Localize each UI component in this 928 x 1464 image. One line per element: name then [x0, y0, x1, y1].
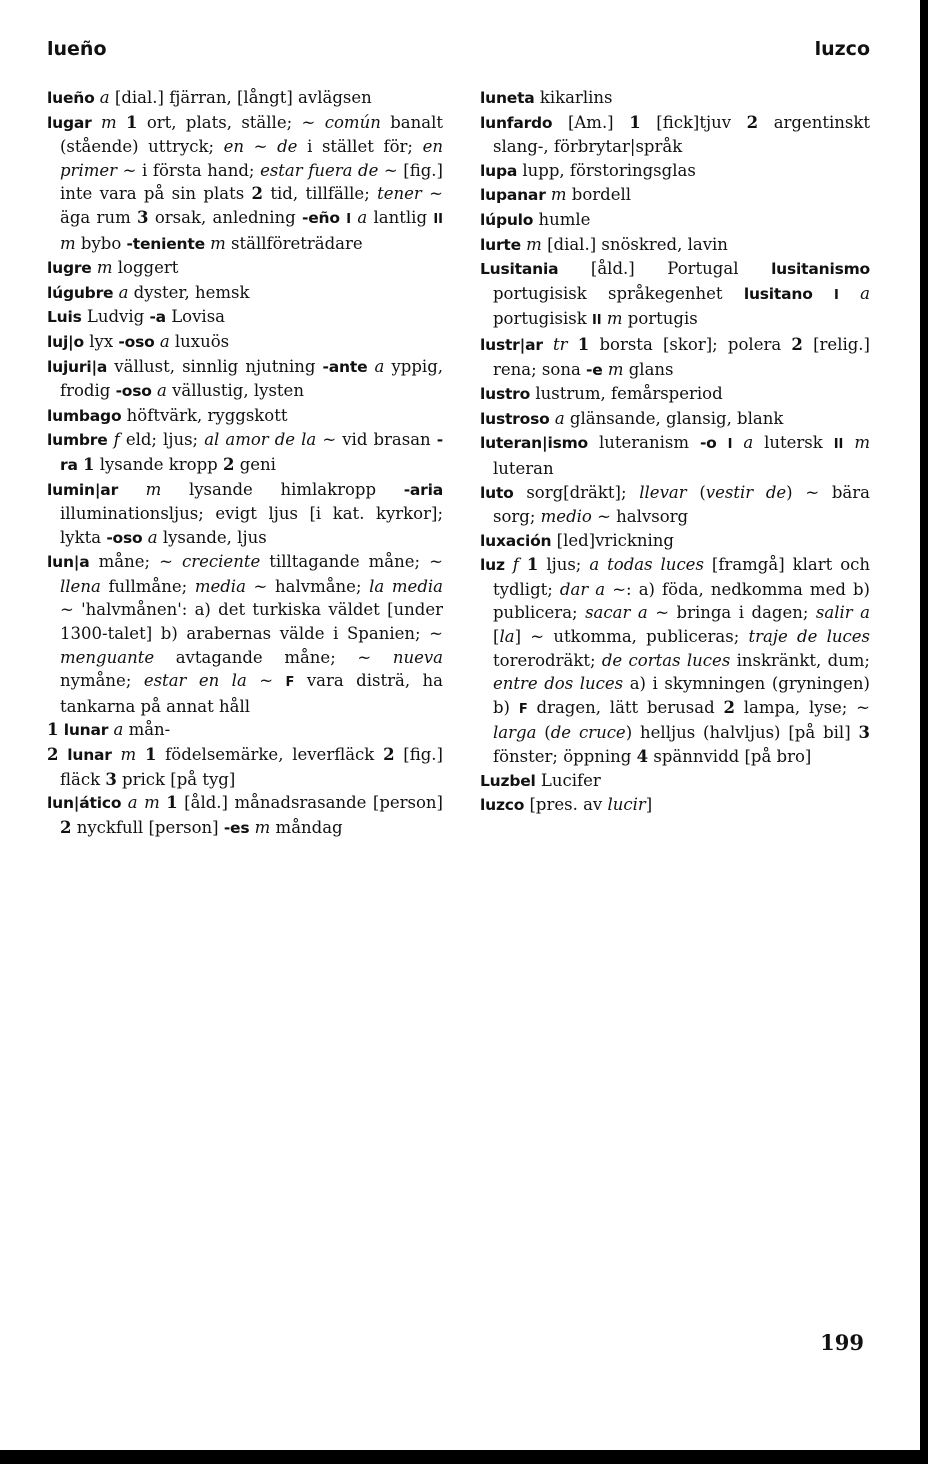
- headword: luto: [480, 483, 514, 502]
- definition-text: lupp, förstoringsglas: [517, 160, 696, 180]
- italic-text: a: [113, 720, 124, 740]
- sense-number: 2: [746, 112, 759, 132]
- definition-text: spännvidd [på bro]: [648, 747, 812, 767]
- definition-text: ställföreträdare: [225, 233, 363, 253]
- headword: -eño: [302, 208, 340, 227]
- italic-text: nueva: [392, 647, 443, 667]
- label-marker: I: [727, 437, 733, 453]
- definition-text: [112, 745, 121, 764]
- definition-text: portugisisk: [493, 309, 592, 329]
- definition-text: ~: a) föda, nedkomma med b) publicera;: [493, 579, 870, 623]
- sense-number: 2: [47, 745, 59, 765]
- italic-text: a: [159, 331, 170, 351]
- sense-number: 1: [125, 112, 138, 132]
- italic-text: de cruce: [550, 723, 626, 743]
- definition-text: torerodräkt;: [493, 650, 602, 670]
- definition-text: ~: [244, 137, 278, 157]
- italic-text: estar en la: [143, 671, 247, 691]
- definition-text: [732, 433, 743, 452]
- definition-text: fullmåne;: [100, 576, 195, 596]
- italic-text: a m: [127, 793, 160, 813]
- headword: luzco: [480, 796, 525, 815]
- italic-text: en: [223, 137, 245, 157]
- definition-text: ort, plats, ställe; ~: [137, 112, 325, 132]
- headword: -oso: [106, 528, 143, 547]
- headword: lumin|ar: [47, 480, 119, 499]
- definition-text: [led]vrickning: [551, 530, 674, 550]
- definition-text: nymåne;: [60, 671, 144, 691]
- dictionary-entry: [47, 281, 443, 306]
- definition-text: luteran: [493, 458, 554, 478]
- definition-text: (: [536, 723, 551, 743]
- definition-text: mån-: [123, 720, 171, 740]
- definition-text: [dial.] fjärran, [långt] avlägsen: [109, 88, 372, 107]
- definition-text: borsta [skor]; polera: [589, 334, 792, 354]
- headword: lun|a: [47, 553, 90, 572]
- italic-text: vestir de: [705, 482, 787, 502]
- definition-text: ~ halvmåne;: [245, 576, 370, 596]
- sense-number: 2: [251, 184, 264, 204]
- italic-text: a: [374, 356, 385, 376]
- headword: lugar: [47, 113, 92, 132]
- page-number: 199: [820, 1330, 864, 1355]
- italic-text: al amor de la: [204, 430, 317, 450]
- italic-text: medio: [540, 507, 592, 527]
- italic-text: a: [147, 527, 158, 547]
- definition-text: [839, 284, 860, 303]
- sense-number: 2: [723, 697, 735, 717]
- sense-number: 3: [858, 723, 870, 743]
- definition-text: [relig.] rena; sona: [493, 334, 870, 379]
- dictionary-entry: [47, 404, 443, 429]
- dictionary-entry: [480, 553, 870, 768]
- definition-text: måndag: [270, 817, 343, 837]
- headword: Luis: [47, 308, 82, 327]
- italic-text: en primer: [60, 137, 443, 180]
- definition-text: inskränkt, dum;: [730, 650, 870, 670]
- definition-text: bordell: [566, 185, 632, 205]
- definition-text: geni: [234, 454, 276, 474]
- italic-text: de cortas luces: [601, 650, 731, 670]
- sense-number: 4: [636, 747, 649, 767]
- definition-text: lysande kropp: [94, 454, 223, 474]
- headword: -aria: [403, 480, 443, 499]
- headword: lunfardo: [480, 113, 553, 132]
- dictionary-entry: [47, 256, 443, 281]
- dictionary-entry: [480, 333, 870, 382]
- definition-text: [åld.] Portugal: [558, 259, 772, 279]
- italic-text: m: [254, 817, 271, 837]
- label-marker: F: [518, 701, 528, 717]
- headword: -es: [223, 818, 250, 837]
- definition-text: portugis: [622, 309, 698, 329]
- definition-text: [92, 113, 101, 132]
- label-marker: I: [834, 287, 839, 303]
- definition-text: portugisisk språkegenhet: [493, 283, 744, 303]
- definition-text: [568, 335, 578, 354]
- definition-text: i stället för;: [297, 137, 423, 157]
- definition-text: Ludvig: [81, 307, 150, 327]
- definition-text: [fick]tjuv: [640, 112, 747, 132]
- sense-number: 1: [629, 112, 641, 132]
- sense-number: 2: [383, 745, 395, 765]
- definition-text: vällust, sinnlig njutning: [107, 356, 323, 376]
- definition-text: ljus;: [538, 555, 590, 575]
- italic-text: m: [120, 745, 137, 765]
- italic-text: a: [357, 207, 368, 227]
- definition-text: [58, 745, 67, 764]
- label-marker: F: [285, 675, 295, 691]
- sense-number: 2: [223, 454, 235, 474]
- definition-text: argentinskt slang-, förbrytar|språk: [493, 112, 871, 157]
- definition-text: tilltagande måne; ~: [260, 552, 443, 572]
- dictionary-entry: [47, 743, 443, 791]
- definition-text: [åld.] månadsrasande [person]: [177, 793, 443, 813]
- italic-text: m: [100, 112, 117, 132]
- italic-text: a: [743, 433, 754, 453]
- dictionary-entry: [480, 481, 870, 529]
- headword: -a: [149, 308, 166, 327]
- headword: -e: [586, 360, 603, 379]
- definition-text: banalt (stående) uttryck;: [60, 112, 443, 157]
- definition-text: ~ halvsorg: [591, 507, 689, 527]
- definition-text: [118, 480, 146, 499]
- dictionary-entry: [47, 791, 443, 840]
- italic-text: creciente: [182, 552, 261, 572]
- dictionary-entry: [480, 769, 870, 794]
- italic-text: m: [96, 258, 113, 278]
- headword: lunar: [67, 746, 112, 765]
- headword: lumbago: [47, 406, 122, 425]
- definition-text: nyckfull [person]: [71, 817, 224, 837]
- definition-text: [843, 433, 854, 452]
- dictionary-entry: [480, 382, 870, 407]
- italic-text: llena: [60, 576, 101, 596]
- definition-text: bybo: [75, 233, 127, 253]
- italic-text: larga: [493, 723, 537, 743]
- definition-text: humle: [533, 209, 591, 229]
- italic-text: traje de luces: [748, 627, 870, 647]
- headword: lupa: [480, 161, 518, 180]
- definition-text: eld; ljus;: [119, 430, 205, 450]
- left-column: [47, 86, 443, 840]
- dictionary-entry: [47, 718, 443, 743]
- definition-text: [505, 555, 513, 574]
- definition-text: glans: [623, 359, 674, 379]
- headword: lúgubre: [47, 283, 114, 302]
- italic-text: a: [554, 408, 565, 428]
- dictionary-entry: [47, 478, 443, 551]
- italic-text: la: [499, 627, 515, 647]
- italic-text: m: [60, 233, 76, 253]
- definition-text: orsak, anledning: [148, 207, 303, 227]
- dictionary-entry: [47, 111, 443, 257]
- headword: luxación: [480, 531, 552, 550]
- headword: luz: [480, 556, 505, 575]
- italic-text: a todas luces: [589, 555, 704, 575]
- dictionary-entry: [480, 111, 870, 159]
- headword: lustro: [480, 385, 531, 404]
- definition-text: fönster; öppning: [493, 747, 637, 767]
- header-first-word: lueño: [47, 38, 107, 60]
- headword: luneta: [480, 89, 535, 107]
- definition-text: [543, 335, 553, 354]
- italic-text: dar a: [559, 579, 606, 599]
- dictionary-entry: [480, 86, 870, 111]
- definition-text: luxuös: [169, 331, 230, 351]
- headword: -o: [699, 434, 717, 453]
- dictionary-entry: [47, 550, 443, 718]
- dictionary-entry: [480, 529, 870, 554]
- italic-text: f: [512, 555, 519, 575]
- italic-text: tener: [377, 184, 422, 204]
- definition-text: [519, 555, 527, 574]
- definition-text: prick [på tyg]: [116, 769, 236, 789]
- label-marker: II: [591, 313, 602, 329]
- dictionary-entry: [480, 793, 870, 818]
- definition-text: [: [493, 627, 500, 647]
- dictionary-entry: [480, 407, 870, 432]
- headword: Luzbel: [480, 771, 536, 790]
- italic-text: m: [526, 234, 542, 254]
- italic-text: común: [324, 112, 381, 132]
- sense-number: 1: [526, 555, 539, 575]
- definition-text: måne; ~: [89, 552, 183, 572]
- definition-text: Lovisa: [165, 307, 225, 327]
- definition-text: ~ bringa i dagen;: [647, 603, 816, 623]
- italic-text: f: [113, 430, 120, 450]
- definition-text: [117, 113, 126, 132]
- italic-text: m: [210, 233, 226, 253]
- definition-text: dyster, hemsk: [128, 282, 250, 302]
- headword: lúpulo: [480, 210, 534, 229]
- headword: lujuri|a: [47, 357, 108, 376]
- definition-text: ~ i första hand;: [117, 160, 261, 180]
- italic-text: a: [99, 88, 110, 107]
- italic-text: m: [854, 433, 870, 453]
- headword: lugre: [47, 259, 92, 278]
- headword: lumbre: [47, 431, 108, 450]
- label-marker: I: [346, 211, 352, 227]
- dictionary-entry: [47, 355, 443, 404]
- definition-text: sorg[dräkt];: [513, 482, 640, 502]
- dictionary-entry: [47, 86, 443, 111]
- sense-number: 1: [166, 793, 178, 813]
- dictionary-entry: [480, 208, 870, 233]
- definition-text: höftvärk, ryggskott: [121, 405, 288, 425]
- sense-number: 1: [577, 334, 590, 354]
- definition-text: lysande, ljus: [157, 527, 267, 547]
- italic-text: tr: [553, 334, 568, 354]
- definition-text: kikarlins: [534, 88, 613, 107]
- italic-text: entre dos luces: [493, 674, 624, 694]
- definition-text: ~ vid brasan: [316, 430, 437, 450]
- headword: -teniente: [126, 234, 205, 253]
- definition-text: luteranism: [588, 433, 700, 453]
- right-column: [480, 86, 870, 818]
- sense-number: 1: [144, 745, 157, 765]
- headword: lustr|ar: [480, 335, 543, 354]
- headword: lupanar: [480, 186, 546, 205]
- definition-text: illuminationsljus; evigt ljus [i kat. kyrkor]; lykta: [60, 504, 443, 547]
- dictionary-entry: [47, 428, 443, 477]
- italic-text: m: [607, 359, 624, 379]
- label-marker: II: [833, 437, 844, 453]
- italic-text: de: [277, 137, 298, 157]
- definition-text: Lucifer: [535, 770, 601, 790]
- definition-text: [367, 357, 374, 376]
- dictionary-entry: [47, 330, 443, 355]
- definition-text: lustrum, femårsperiod: [530, 384, 723, 404]
- italic-text: lucir: [607, 795, 646, 815]
- definition-text: vara disträ, ha tankarna på annat håll: [60, 671, 443, 716]
- definition-text: [fig.] fläck: [60, 745, 443, 789]
- headword: lusitano: [743, 284, 813, 303]
- sense-number: 3: [137, 207, 149, 227]
- italic-text: a: [157, 381, 167, 401]
- italic-text: m: [145, 479, 162, 499]
- definition-text: lutersk: [753, 433, 834, 453]
- dictionary-entry: [480, 233, 870, 258]
- definition-text: ) helljus (halvljus) [på bil]: [625, 723, 859, 743]
- headword: lusitanismo: [771, 260, 870, 279]
- headword: luj|o: [47, 332, 84, 351]
- definition-text: ~ äga rum: [60, 184, 444, 227]
- definition-text: ~: [246, 671, 286, 691]
- headword: Lusitania: [480, 260, 559, 279]
- dictionary-entry: [47, 305, 443, 330]
- definition-text: (: [686, 482, 706, 502]
- italic-text: salir a: [815, 603, 870, 623]
- definition-text: yppig, frodig: [60, 356, 444, 401]
- headword: -ra: [60, 431, 443, 474]
- definition-text: [Am.]: [552, 112, 630, 132]
- definition-text: [framgå] klart och tydligt;: [493, 555, 871, 599]
- italic-text: media: [194, 576, 246, 596]
- definition-text: glänsande, glansig, blank: [564, 408, 784, 428]
- definition-text: födelsemärke, leverfläck: [156, 745, 384, 765]
- italic-text: la media: [369, 576, 443, 596]
- sense-number: 1: [82, 454, 95, 474]
- sense-number: 2: [791, 334, 803, 354]
- italic-text: menguante: [60, 647, 155, 667]
- definition-text: ] ~ utkomma, publiceras;: [514, 627, 749, 647]
- definition-text: ) ~ bära sorg;: [493, 482, 870, 527]
- italic-text: estar fuera de: [260, 160, 379, 180]
- definition-text: ~ 'halvmånen': a) det turkiska väldet [under 1300-talet] b) arabernas välde i Spanien; ~: [60, 600, 443, 644]
- definition-text: [717, 433, 728, 452]
- italic-text: a: [860, 283, 871, 303]
- dictionary-entry: [480, 431, 870, 480]
- dictionary-entry: [480, 183, 870, 208]
- sense-number: 1: [47, 720, 59, 740]
- header-last-word: luzco: [814, 38, 870, 60]
- headword: lunar: [63, 721, 109, 740]
- label-marker: II: [433, 211, 444, 227]
- headword: lustroso: [480, 409, 550, 428]
- headword: lun|ático: [47, 794, 122, 813]
- italic-text: m: [550, 185, 567, 205]
- definition-text: [pres. av: [524, 795, 608, 815]
- definition-text: vällustig, lysten: [166, 381, 304, 401]
- dictionary-entry: [480, 257, 870, 333]
- definition-text: lyx: [83, 331, 119, 351]
- sense-number: 2: [60, 817, 72, 837]
- definition-text: [dial.] snöskred, lavin: [541, 234, 728, 254]
- definition-text: tid, tillfälle;: [263, 184, 378, 204]
- definition-text: lampa, lyse; ~: [734, 697, 870, 717]
- italic-text: m: [606, 309, 623, 329]
- definition-text: lysande himlakropp: [161, 479, 404, 499]
- italic-text: sacar a: [585, 603, 648, 623]
- headword: -oso: [118, 332, 155, 351]
- definition-text: dragen, lätt berusad: [527, 697, 724, 717]
- definition-text: [813, 284, 834, 303]
- headword: -oso: [115, 382, 152, 401]
- dictionary-entry: [480, 159, 870, 184]
- definition-text: ]: [645, 795, 653, 815]
- definition-text: ~ [fig.] inte vara på sin plats: [60, 160, 443, 204]
- italic-text: a: [118, 282, 129, 302]
- headword: luteran|ismo: [480, 434, 589, 453]
- definition-text: [136, 745, 145, 764]
- italic-text: llevar: [639, 482, 687, 502]
- definition-text: loggert: [112, 258, 179, 278]
- definition-text: avtagande måne; ~: [154, 647, 393, 667]
- headword: lueño: [47, 89, 95, 107]
- definition-text: a) i skymningen (gryningen) b): [493, 674, 870, 717]
- headword: -ante: [322, 357, 368, 376]
- sense-number: 3: [105, 769, 117, 789]
- definition-text: lantlig: [367, 207, 434, 227]
- headword: lurte: [480, 235, 521, 254]
